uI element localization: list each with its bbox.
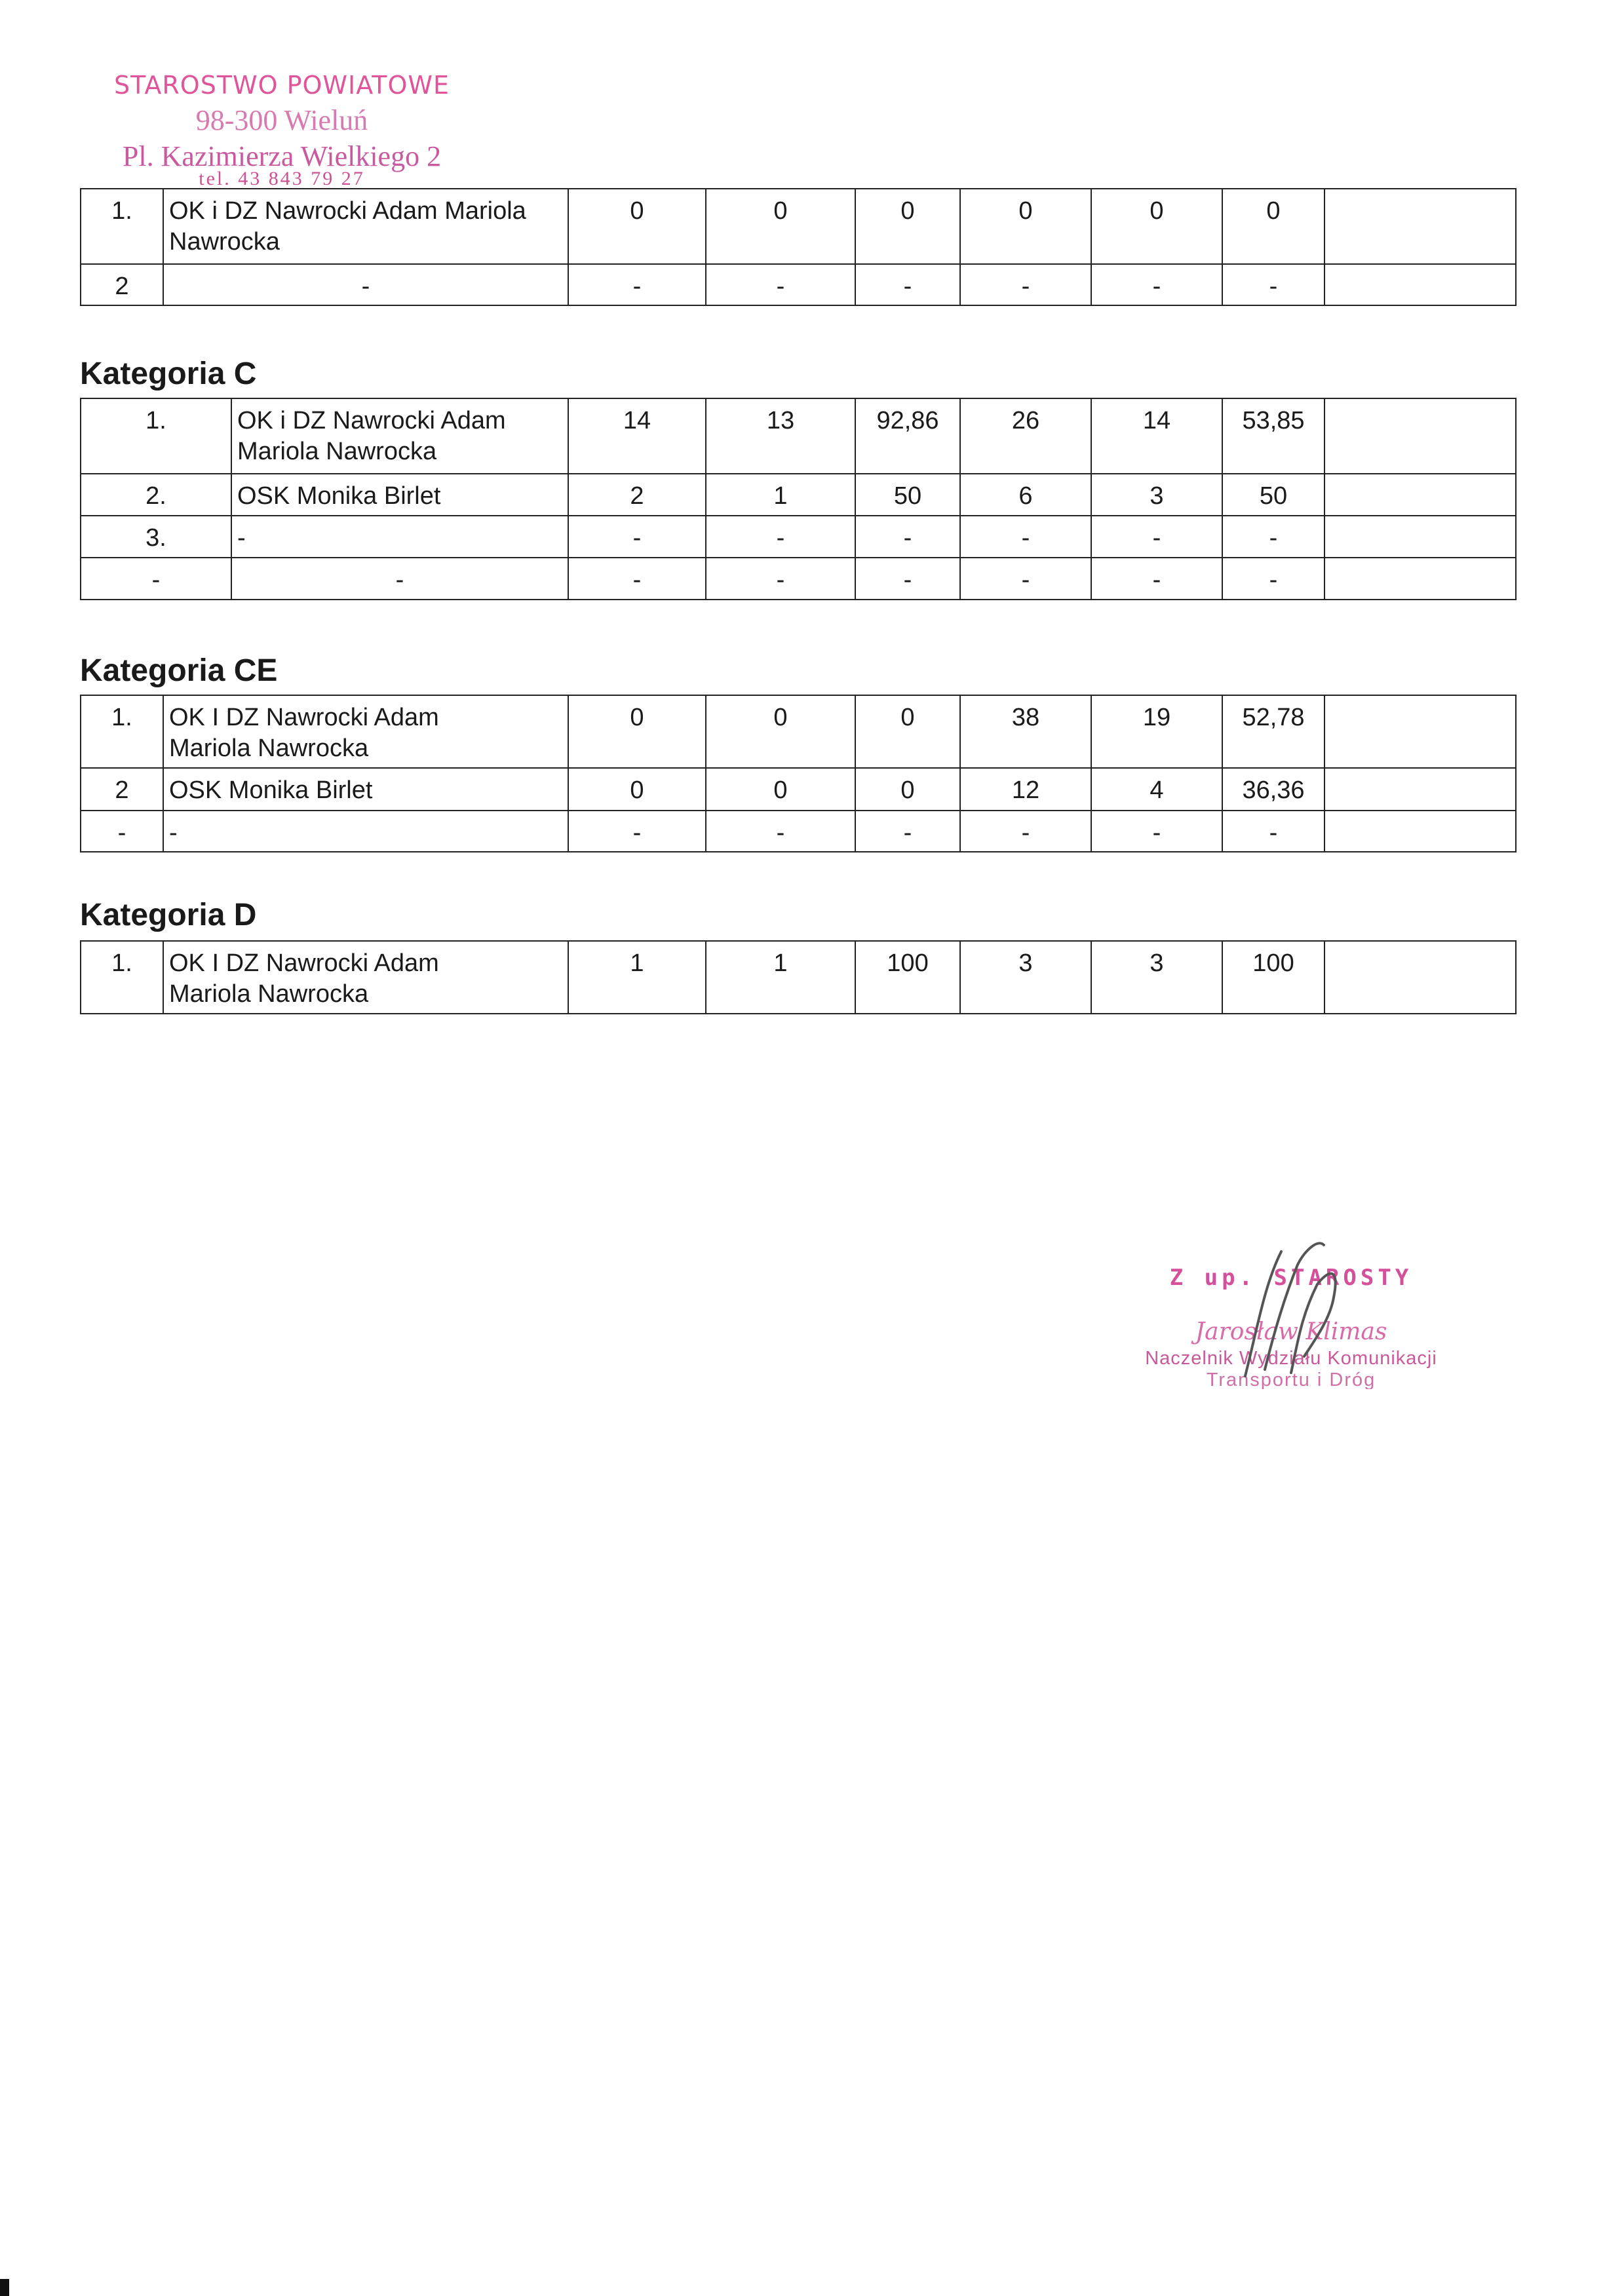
value-cell — [1324, 474, 1516, 516]
value-cell: - — [1091, 558, 1222, 600]
stamp-line-3: Pl. Kazimierza Wielkiego 2 — [122, 140, 442, 172]
value-cell: 100 — [1222, 941, 1324, 1014]
table-row — [81, 768, 1516, 811]
table-row — [81, 558, 1516, 600]
value-cell: 3 — [1091, 941, 1222, 1014]
value-cell: 38 — [960, 695, 1091, 768]
value-cell: 3 — [960, 941, 1091, 1014]
lp-cell: 3. — [81, 516, 231, 558]
name-cell: - — [163, 264, 568, 305]
value-cell: 50 — [1222, 474, 1324, 516]
value-cell: 1 — [706, 941, 855, 1014]
table-row — [81, 695, 1516, 768]
value-cell: 50 — [855, 474, 960, 516]
value-cell: - — [706, 516, 855, 558]
name-cell: OK i DZ Nawrocki Adam Mariola Nawrocka — [163, 189, 568, 264]
value-cell: - — [855, 811, 960, 852]
value-cell: - — [1091, 516, 1222, 558]
value-cell: - — [855, 264, 960, 305]
signature-line-1: Z up. STAROSTY — [1169, 1265, 1413, 1291]
value-cell: 100 — [855, 941, 960, 1014]
lp-cell: 2 — [81, 264, 163, 305]
lp-cell: 1. — [81, 941, 163, 1014]
value-cell: - — [568, 558, 706, 600]
value-cell: - — [706, 558, 855, 600]
value-cell: 0 — [568, 189, 706, 264]
value-cell: 1 — [568, 941, 706, 1014]
stamp-line-1: STAROSTWO POWIATOWE — [114, 71, 450, 100]
value-cell: 0 — [855, 189, 960, 264]
value-cell: 0 — [855, 695, 960, 768]
value-cell — [1324, 941, 1516, 1014]
signature-line-3: Naczelnik Wydziału Komunikacji — [1145, 1348, 1437, 1369]
value-cell: 0 — [855, 768, 960, 811]
value-cell: 0 — [1091, 189, 1222, 264]
value-cell: - — [1222, 811, 1324, 852]
value-cell: - — [706, 264, 855, 305]
name-cell: OSK Monika Birlet — [231, 474, 568, 516]
table-row — [81, 941, 1516, 1014]
name-cell: OK I DZ Nawrocki Adam Mariola Nawrocka — [163, 941, 568, 1014]
signature-line-4: Transportu i Dróg — [1206, 1369, 1376, 1389]
value-cell: 0 — [706, 768, 855, 811]
value-cell: - — [1222, 516, 1324, 558]
value-cell: - — [706, 811, 855, 852]
value-cell: - — [568, 516, 706, 558]
section-heading-d: Kategoria D — [80, 898, 257, 932]
value-cell: 0 — [706, 695, 855, 768]
stamp-line-4: tel. 43 843 79 27 — [199, 168, 365, 186]
value-cell: 36,36 — [1222, 768, 1324, 811]
value-cell: - — [960, 516, 1091, 558]
lp-cell: 1. — [81, 398, 231, 474]
name-cell: - — [231, 558, 568, 600]
value-cell — [1324, 558, 1516, 600]
value-cell — [1324, 695, 1516, 768]
office-stamp — [79, 71, 485, 186]
value-cell: 4 — [1091, 768, 1222, 811]
value-cell: 12 — [960, 768, 1091, 811]
handwritten-signature-icon — [1219, 1225, 1363, 1383]
lp-cell: 1. — [81, 695, 163, 768]
value-cell: 0 — [568, 695, 706, 768]
value-cell: 92,86 — [855, 398, 960, 474]
lp-cell: - — [81, 811, 163, 852]
name-cell: OK I DZ Nawrocki Adam Mariola Nawrocka — [163, 695, 568, 768]
value-cell: 14 — [1091, 398, 1222, 474]
lp-cell: 1. — [81, 189, 163, 264]
value-cell: 0 — [706, 189, 855, 264]
value-cell: - — [568, 264, 706, 305]
name-cell: - — [163, 811, 568, 852]
signature-stamp — [1088, 1265, 1494, 1389]
value-cell: 0 — [568, 768, 706, 811]
value-cell — [1324, 189, 1516, 264]
value-cell: - — [855, 558, 960, 600]
table-kategoria-ce — [80, 695, 1517, 852]
value-cell: 52,78 — [1222, 695, 1324, 768]
value-cell: - — [960, 558, 1091, 600]
value-cell: 14 — [568, 398, 706, 474]
value-cell: - — [568, 811, 706, 852]
value-cell: 53,85 — [1222, 398, 1324, 474]
table-row — [81, 398, 1516, 474]
value-cell: 26 — [960, 398, 1091, 474]
value-cell: 1 — [706, 474, 855, 516]
name-cell: - — [231, 516, 568, 558]
value-cell — [1324, 811, 1516, 852]
value-cell — [1324, 264, 1516, 305]
value-cell: 0 — [1222, 189, 1324, 264]
value-cell: - — [960, 264, 1091, 305]
value-cell — [1324, 516, 1516, 558]
signature-line-2: Jarosław Klimas — [1195, 1318, 1387, 1345]
value-cell: 0 — [960, 189, 1091, 264]
value-cell: - — [1091, 811, 1222, 852]
value-cell: 19 — [1091, 695, 1222, 768]
table-row — [81, 811, 1516, 852]
name-cell: OK i DZ Nawrocki Adam Mariola Nawrocka — [231, 398, 568, 474]
lp-cell: - — [81, 558, 231, 600]
section-heading-c: Kategoria C — [80, 356, 257, 391]
value-cell: - — [1222, 264, 1324, 305]
table-row — [81, 189, 1516, 264]
lp-cell: 2 — [81, 768, 163, 811]
value-cell — [1324, 768, 1516, 811]
value-cell: 2 — [568, 474, 706, 516]
value-cell: 6 — [960, 474, 1091, 516]
value-cell: - — [1222, 558, 1324, 600]
section-heading-ce: Kategoria CE — [80, 653, 278, 688]
value-cell — [1324, 398, 1516, 474]
value-cell: 13 — [706, 398, 855, 474]
name-cell: OSK Monika Birlet — [163, 768, 568, 811]
lp-cell: 2. — [81, 474, 231, 516]
table-kategoria-d — [80, 940, 1517, 1014]
table-row — [81, 516, 1516, 558]
table-kategoria-c — [80, 398, 1517, 600]
table-row — [81, 264, 1516, 305]
value-cell: - — [855, 516, 960, 558]
stamp-line-2: 98-300 Wieluń — [195, 104, 368, 136]
table-row — [81, 474, 1516, 516]
scan-edge-mark — [0, 2279, 9, 2296]
value-cell: 3 — [1091, 474, 1222, 516]
value-cell: - — [960, 811, 1091, 852]
table-continued — [80, 188, 1517, 306]
value-cell: - — [1091, 264, 1222, 305]
